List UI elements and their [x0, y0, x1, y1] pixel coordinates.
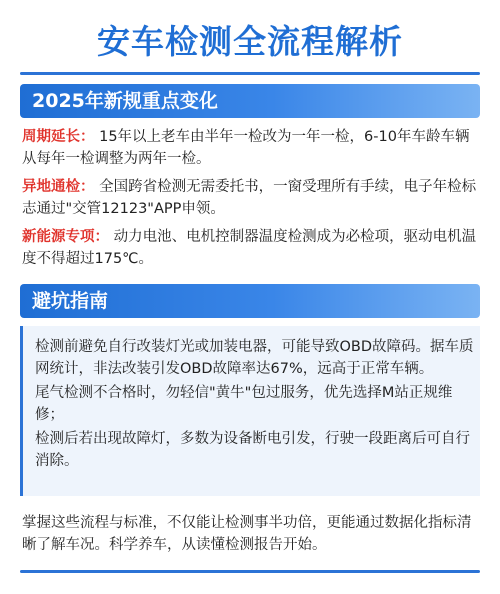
tip-item: 检测前避免自行改装灯光或加装电器，可能导致OBD故障码。据车质网统计，非法改装引发OBD故障率达67%，远高于正常车辆。 — [35, 339, 474, 377]
tip-item: 检测后若出现故障灯，多数为设备断电引发，行驶一段距离后可自行消除。 — [35, 431, 470, 469]
page-title: 安车检测全流程解析 — [97, 22, 403, 61]
title-divider — [20, 72, 480, 75]
section-heading-label: 2025年新规重点变化 — [32, 90, 218, 112]
rule-key: 异地通检： — [22, 179, 95, 195]
tip-item: 尾气检测不合格时，勿轻信"黄牛"包过服务，优先选择M站正规维修； — [35, 385, 453, 423]
rule-text: 15年以上老车由半年一检改为一年一检，6-10年车龄车辆从每年一检调整为两年一检。 — [22, 129, 470, 167]
tips-box — [20, 326, 480, 496]
rule-text: 动力电池、电机控制器温度检测成为必检项，驱动电机温度不得超过175℃。 — [22, 229, 477, 267]
rule-text: 全国跨省检测无需委托书，一窗受理所有手续，电子年检标志通过"交管12123"APP申领。 — [22, 179, 477, 217]
summary-text: 掌握这些流程与标准，不仅能让检测事半功倍，更能通过数据化指标清晰了解车况。科学养车，从读懂检测报告开始。 — [22, 515, 472, 553]
rule-item-new-energy — [22, 226, 480, 270]
section-heading-new-rules — [20, 84, 480, 118]
rule-item-period — [22, 126, 480, 170]
section-heading-pitfall-guide — [20, 284, 480, 318]
rule-item-remote-inspection — [22, 176, 480, 220]
rule-key: 周期延长： — [22, 129, 95, 145]
bottom-divider — [20, 570, 480, 573]
rule-key: 新能源专项： — [22, 229, 109, 245]
section-heading-label: 避坑指南 — [32, 290, 109, 312]
